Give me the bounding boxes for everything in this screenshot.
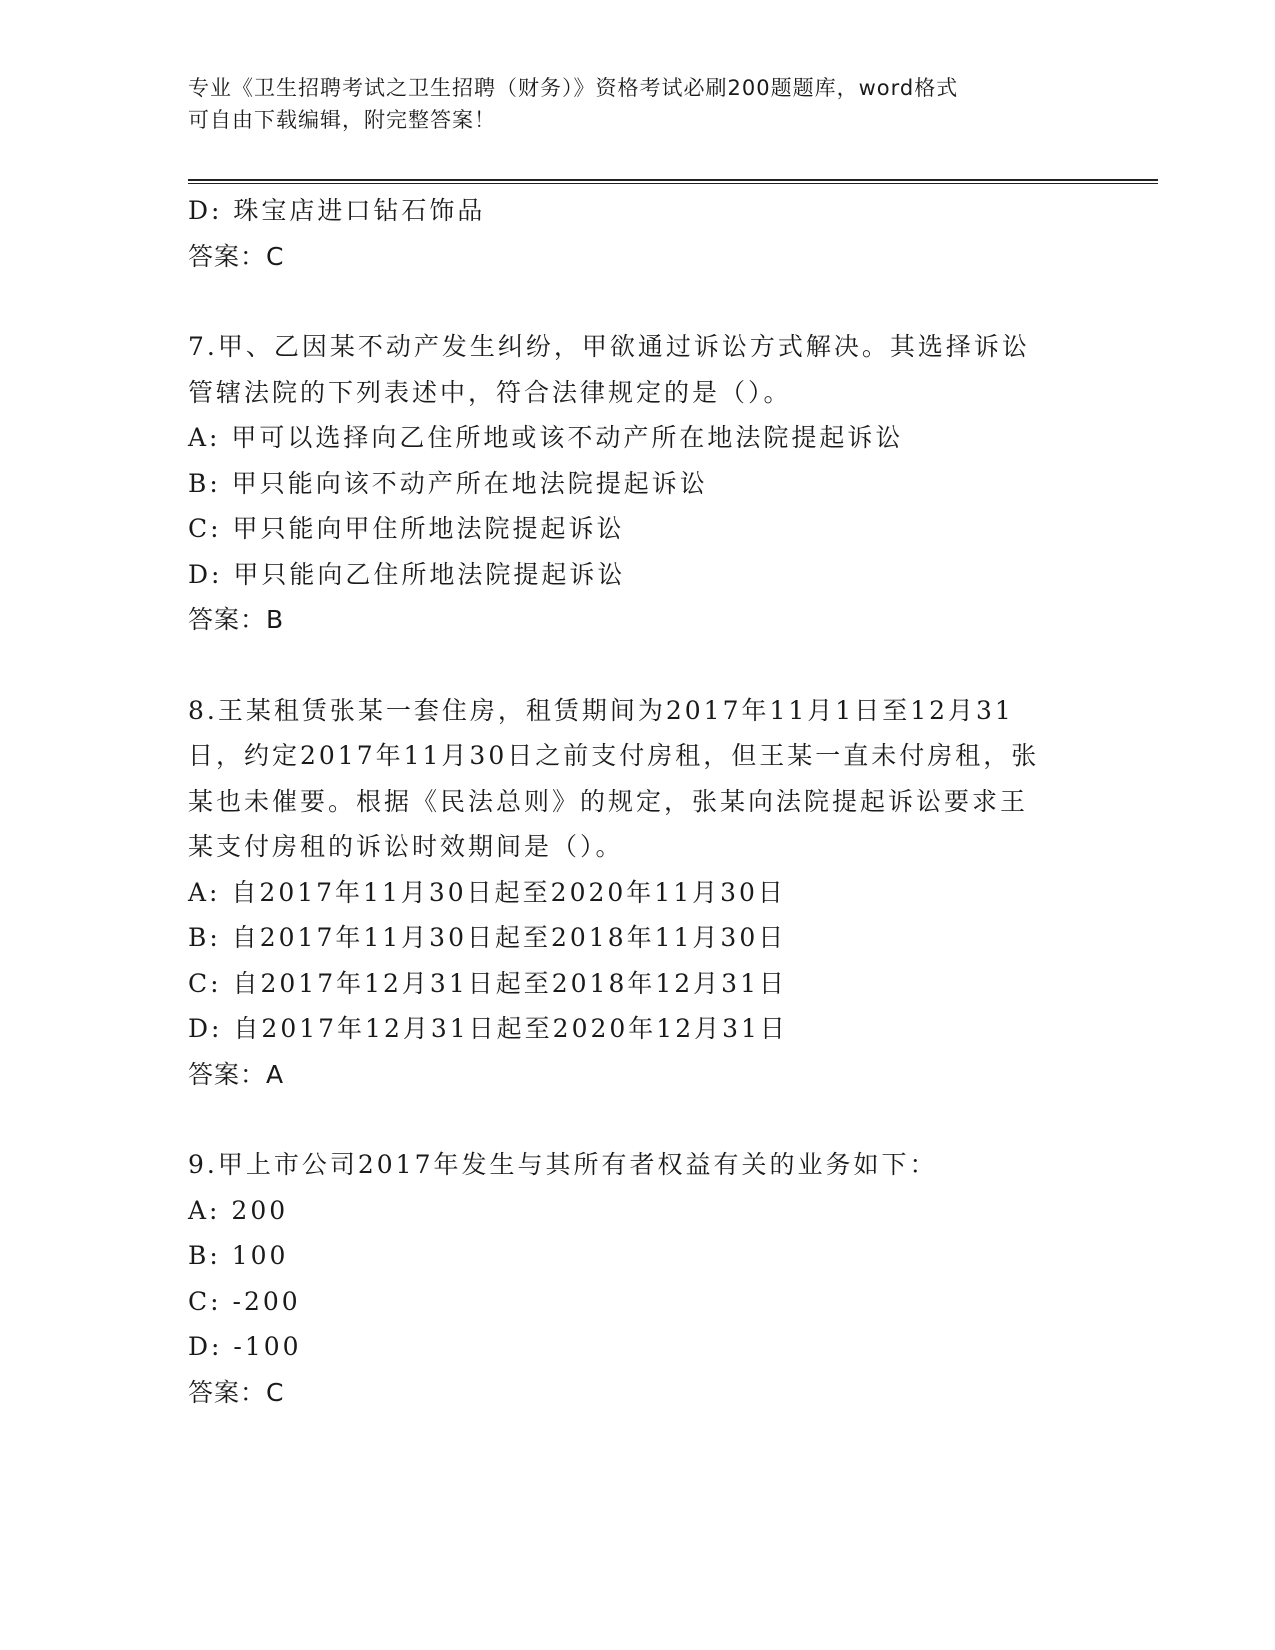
- spacer: [188, 643, 1088, 688]
- answer-line: 答案：A: [188, 1059, 285, 1089]
- spacer: [188, 1097, 1088, 1142]
- answer-line: 答案：C: [188, 1377, 285, 1407]
- option-a: A: 200: [188, 1195, 289, 1225]
- option-d: D: 珠宝店进口钻石饰品: [188, 196, 486, 225]
- header-title-line-2: 可自由下载编辑，附完整答案！: [188, 108, 496, 132]
- page-header: [188, 72, 1068, 136]
- question-9: [188, 1142, 1088, 1415]
- question-stem-line: 某支付房租的诉讼时效期间是（）。: [188, 832, 624, 861]
- spacer: [188, 279, 1088, 324]
- header-divider: [188, 179, 1158, 184]
- answer-line: 答案：C: [188, 241, 285, 271]
- document-body: [188, 188, 1088, 1415]
- option-d: D: 自2017年12月31日起至2020年12月31日: [188, 1014, 788, 1043]
- question-stem-line: 管辖法院的下列表述中，符合法律规定的是（）。: [188, 377, 792, 407]
- question-stem-line: 8.王某租赁张某一套住房，租赁期间为2017年11月1日至12月31: [188, 695, 1014, 725]
- question-stem-line: 7.甲、乙因某不动产发生纠纷，甲欲通过诉讼方式解决。其选择诉讼: [188, 332, 1030, 361]
- option-c: C: -200: [188, 1286, 301, 1316]
- option-c: C: 甲只能向甲住所地法院提起诉讼: [188, 514, 625, 543]
- question-stem-line: 9.甲上市公司2017年发生与其所有者权益有关的业务如下：: [188, 1150, 938, 1179]
- question-7: [188, 324, 1088, 643]
- option-d: D: 甲只能向乙住所地法院提起诉讼: [188, 559, 626, 589]
- option-a: A: 自2017年11月30日起至2020年11月30日: [188, 877, 786, 907]
- option-b: B: 100: [188, 1241, 289, 1270]
- option-a: A: 甲可以选择向乙住所地或该不动产所在地法院提起诉讼: [188, 423, 904, 452]
- question-6-fragment: [188, 188, 1088, 279]
- option-b: B: 甲只能向该不动产所在地法院提起诉讼: [188, 468, 708, 498]
- question-stem-line: 日，约定2017年11月30日之前支付房租，但王某一直未付房租，张: [188, 741, 1040, 770]
- question-8: [188, 688, 1088, 1098]
- option-d: D: -100: [188, 1332, 302, 1361]
- option-c: C: 自2017年12月31日起至2018年12月31日: [188, 968, 787, 998]
- answer-line: 答案：B: [188, 605, 285, 634]
- question-stem-line: 某也未催要。根据《民法总则》的规定，张某向法院提起诉讼要求王: [188, 786, 1029, 816]
- option-b: B: 自2017年11月30日起至2018年11月30日: [188, 923, 787, 952]
- header-title-line-1: 专业《卫生招聘考试之卫生招聘（财务）》资格考试必刷200题题库，word格式: [188, 76, 959, 100]
